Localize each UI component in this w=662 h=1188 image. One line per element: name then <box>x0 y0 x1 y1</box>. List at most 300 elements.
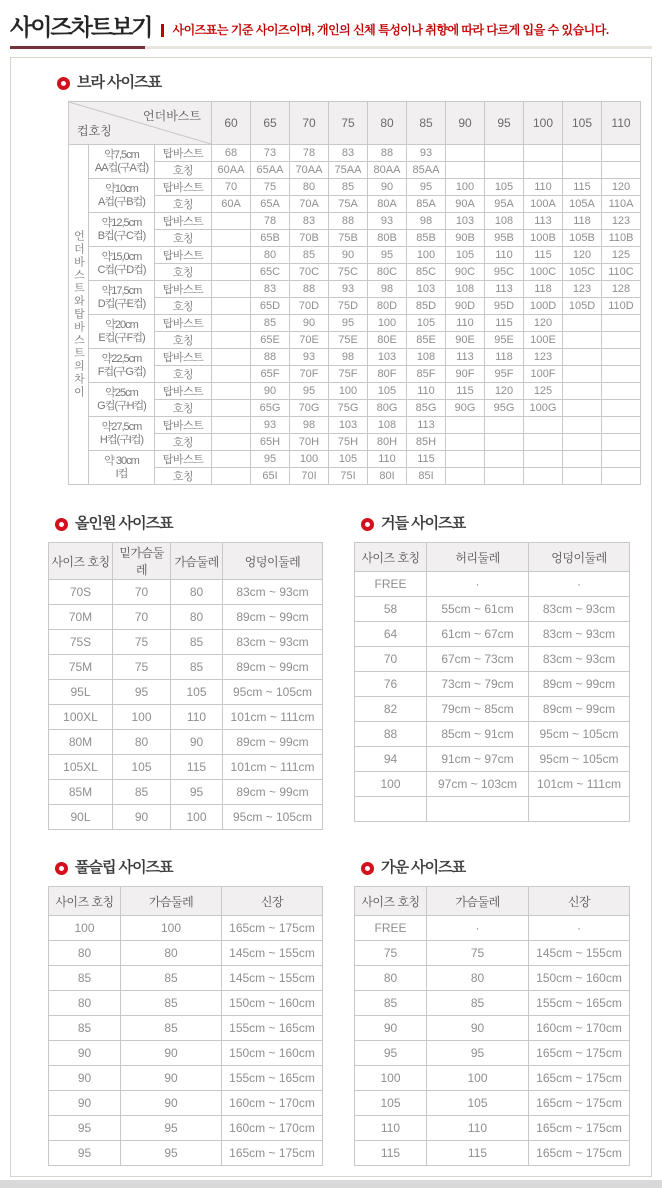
topbust-value: 110 <box>446 315 485 332</box>
size-name-value: 75I <box>329 468 368 485</box>
size-name-value: 105B <box>563 230 602 247</box>
table-row <box>49 916 323 941</box>
table-cell: 75S <box>49 630 113 655</box>
table-row <box>49 780 323 805</box>
size-name-value: 100A <box>524 196 563 213</box>
section-bullet-icon <box>361 862 374 875</box>
size-name-value: 95G <box>485 400 524 417</box>
table-cell: 155cm ~ 165cm <box>222 1016 323 1041</box>
table-cell: 95 <box>113 680 171 705</box>
topbust-value: 100 <box>329 383 368 400</box>
table-cell: 100 <box>121 916 222 941</box>
table-row <box>49 680 323 705</box>
table-cell: 85 <box>121 1016 222 1041</box>
table-cell: 83cm ~ 93cm <box>529 622 630 647</box>
topbust-value: 85 <box>251 315 290 332</box>
table-cell: 95 <box>49 1141 121 1166</box>
size-name-value: 85D <box>407 298 446 315</box>
section-bullet-icon <box>57 77 70 90</box>
bra-name-row <box>69 196 641 213</box>
cup-label: 약27,5cm H컵(구I컵) <box>89 417 155 451</box>
table-cell: 110 <box>427 1116 529 1141</box>
table-cell: 80 <box>355 966 427 991</box>
topbust-value <box>563 315 602 332</box>
table-cell: 90 <box>49 1041 121 1066</box>
size-name-value <box>602 468 641 485</box>
size-name-value: 85A <box>407 196 446 213</box>
size-name-value: 70A <box>290 196 329 213</box>
topbust-value: 80 <box>251 247 290 264</box>
size-name-value: 75A <box>329 196 368 213</box>
table-row <box>49 605 323 630</box>
size-name-value: 95B <box>485 230 524 247</box>
table-cell: 75 <box>113 630 171 655</box>
bra-section <box>11 74 651 485</box>
column-header: 허리둘레 <box>427 543 529 572</box>
table-cell: 67cm ~ 73cm <box>427 647 529 672</box>
size-name-value <box>212 434 251 451</box>
bra-topbust-row <box>69 213 641 230</box>
row-label-topbust: 탑바스트 <box>155 247 212 264</box>
cup-label: 약15,0cm C컵(구D컵) <box>89 247 155 281</box>
row-label-topbust: 탑바스트 <box>155 281 212 298</box>
size-name-value: 70I <box>290 468 329 485</box>
row-label-topbust: 탑바스트 <box>155 417 212 434</box>
column-header: 사이즈 호칭 <box>355 543 427 572</box>
row-label-topbust: 탑바스트 <box>155 179 212 196</box>
size-name-value: 80F <box>368 366 407 383</box>
bra-section-title <box>57 74 651 92</box>
bra-topbust-row <box>69 349 641 366</box>
size-name-value: 65I <box>251 468 290 485</box>
table-cell: 82 <box>355 697 427 722</box>
table-cell: 89cm ~ 99cm <box>223 655 323 680</box>
allinone-section-title <box>55 515 323 533</box>
row-label-name: 호칭 <box>155 434 212 451</box>
table-row <box>355 1041 630 1066</box>
size-name-value: 80AA <box>368 162 407 179</box>
bra-topbust-row <box>69 383 641 400</box>
size-name-value: 75H <box>329 434 368 451</box>
bra-side-label: 언더바스트와탑바스트의차이 <box>69 145 89 485</box>
section-title-label: 브라 사이즈표 <box>77 74 162 91</box>
table-row <box>355 747 630 772</box>
title-underline <box>10 46 652 49</box>
table-cell: 160cm ~ 170cm <box>529 1016 630 1041</box>
size-name-value <box>563 468 602 485</box>
size-name-value <box>212 230 251 247</box>
bottom-divider-bar <box>0 1180 662 1188</box>
table-cell: 85 <box>121 991 222 1016</box>
table-row <box>355 1016 630 1041</box>
size-name-value: 80B <box>368 230 407 247</box>
topbust-value: 118 <box>524 281 563 298</box>
page-header <box>0 0 662 46</box>
table-cell: 145cm ~ 155cm <box>222 941 323 966</box>
fullslip-section-title <box>55 859 323 877</box>
table-cell: 105 <box>171 680 223 705</box>
section-title-label: 거들 사이즈표 <box>381 515 466 532</box>
topbust-value: 98 <box>329 349 368 366</box>
table-cell: 165cm ~ 175cm <box>222 916 323 941</box>
table-cell: 145cm ~ 155cm <box>222 966 323 991</box>
table-cell: 105 <box>427 1091 529 1116</box>
table-cell: 145cm ~ 155cm <box>529 941 630 966</box>
cup-label: 약12,5cm B컵(구C컵) <box>89 213 155 247</box>
cup-label: 약22,5cm F컵(구G컵) <box>89 349 155 383</box>
topbust-value: 103 <box>368 349 407 366</box>
girdle-section <box>354 515 630 830</box>
table-cell: 85 <box>427 991 529 1016</box>
topbust-value <box>212 315 251 332</box>
size-name-value <box>563 400 602 417</box>
topbust-value <box>212 349 251 366</box>
topbust-value: 78 <box>251 213 290 230</box>
topbust-value <box>212 247 251 264</box>
underbust-size-header: 65 <box>251 102 290 145</box>
header-row <box>49 543 323 580</box>
topbust-value: 85 <box>290 247 329 264</box>
table-row <box>355 916 630 941</box>
table-cell: 90 <box>355 1016 427 1041</box>
topbust-value: 88 <box>368 145 407 162</box>
underbust-size-header: 100 <box>524 102 563 145</box>
table-cell: 95cm ~ 105cm <box>529 747 630 772</box>
table-cell: 88 <box>355 722 427 747</box>
topbust-value: 110 <box>368 451 407 468</box>
table-cell: 90 <box>49 1091 121 1116</box>
table-cell: · <box>529 916 630 941</box>
topbust-value <box>602 349 641 366</box>
tables-row-2 <box>48 859 630 1166</box>
table-row <box>355 722 630 747</box>
section-title-label: 풀슬립 사이즈표 <box>75 859 173 876</box>
size-name-value <box>212 468 251 485</box>
table-cell: 70M <box>49 605 113 630</box>
table-row <box>49 1091 323 1116</box>
topbust-value: 115 <box>407 451 446 468</box>
topbust-value: 108 <box>407 349 446 366</box>
table-cell: 94 <box>355 747 427 772</box>
size-name-value <box>485 468 524 485</box>
table-cell: 165cm ~ 175cm <box>529 1066 630 1091</box>
table-cell: 83cm ~ 93cm <box>529 647 630 672</box>
topbust-value: 85 <box>329 179 368 196</box>
size-name-value: 75G <box>329 400 368 417</box>
size-name-value: 90A <box>446 196 485 213</box>
underbust-size-header: 95 <box>485 102 524 145</box>
table-cell: 155cm ~ 165cm <box>222 1066 323 1091</box>
topbust-value: 115 <box>485 315 524 332</box>
size-name-value: 105A <box>563 196 602 213</box>
topbust-value: 83 <box>290 213 329 230</box>
table-cell: 80 <box>171 605 223 630</box>
table-cell: 97cm ~ 103cm <box>427 772 529 797</box>
table-cell: 101cm ~ 111cm <box>223 705 323 730</box>
table-row <box>355 1141 630 1166</box>
topbust-value <box>602 145 641 162</box>
size-name-value: 75E <box>329 332 368 349</box>
size-name-value: 100D <box>524 298 563 315</box>
table-cell: 70 <box>113 605 171 630</box>
table-cell: 95cm ~ 105cm <box>529 722 630 747</box>
row-label-name: 호칭 <box>155 400 212 417</box>
topbust-value: 113 <box>446 349 485 366</box>
section-bullet-icon <box>55 862 68 875</box>
table-cell: 91cm ~ 97cm <box>427 747 529 772</box>
table-cell: 89cm ~ 99cm <box>223 605 323 630</box>
table-cell: 89cm ~ 99cm <box>529 697 630 722</box>
size-name-value <box>602 400 641 417</box>
bra-name-row <box>69 298 641 315</box>
table-cell: · <box>427 916 529 941</box>
cup-label: 약25cm G컵(구H컵) <box>89 383 155 417</box>
gown-size-table <box>354 886 630 1166</box>
topbust-value: 103 <box>446 213 485 230</box>
topbust-value: 105 <box>329 451 368 468</box>
size-name-value: 85C <box>407 264 446 281</box>
table-row <box>355 1066 630 1091</box>
topbust-value: 93 <box>251 417 290 434</box>
table-cell: 105 <box>355 1091 427 1116</box>
table-cell: · <box>529 572 630 597</box>
size-name-value: 100E <box>524 332 563 349</box>
size-name-value: 95D <box>485 298 524 315</box>
size-name-value: 60AA <box>212 162 251 179</box>
table-cell: 165cm ~ 175cm <box>222 1141 323 1166</box>
table-cell: 115 <box>427 1141 529 1166</box>
table-cell: 73cm ~ 79cm <box>427 672 529 697</box>
size-name-value: 70B <box>290 230 329 247</box>
table-row <box>49 991 323 1016</box>
size-name-value: 65E <box>251 332 290 349</box>
size-name-value: 90B <box>446 230 485 247</box>
row-label-topbust: 탑바스트 <box>155 451 212 468</box>
bra-name-row <box>69 434 641 451</box>
size-name-value: 80D <box>368 298 407 315</box>
table-cell: 100 <box>355 1066 427 1091</box>
topbust-value: 98 <box>290 417 329 434</box>
table-cell: 95cm ~ 105cm <box>223 805 323 830</box>
table-row <box>49 755 323 780</box>
size-name-value: 85I <box>407 468 446 485</box>
column-header: 사이즈 호칭 <box>355 887 427 916</box>
size-name-value: 65H <box>251 434 290 451</box>
underbust-size-header: 105 <box>563 102 602 145</box>
table-cell: 95 <box>171 780 223 805</box>
column-header: 신장 <box>529 887 630 916</box>
topbust-value <box>602 451 641 468</box>
table-cell: 90 <box>121 1041 222 1066</box>
table-cell: 80 <box>113 730 171 755</box>
size-name-value: 65B <box>251 230 290 247</box>
size-name-value <box>446 162 485 179</box>
size-name-value <box>563 434 602 451</box>
topbust-value: 118 <box>563 213 602 230</box>
size-name-value: 60A <box>212 196 251 213</box>
row-label-name: 호칭 <box>155 196 212 213</box>
topbust-value: 110 <box>407 383 446 400</box>
bra-name-row <box>69 400 641 417</box>
topbust-value: 93 <box>407 145 446 162</box>
topbust-value <box>212 451 251 468</box>
underbust-size-header: 70 <box>290 102 329 145</box>
row-label-name: 호칭 <box>155 264 212 281</box>
table-cell: 61cm ~ 67cm <box>427 622 529 647</box>
size-name-value: 100F <box>524 366 563 383</box>
topbust-value: 120 <box>524 315 563 332</box>
section-title-label: 올인원 사이즈표 <box>75 515 173 532</box>
row-label-topbust: 탑바스트 <box>155 315 212 332</box>
topbust-value: 120 <box>563 247 602 264</box>
bra-name-row <box>69 366 641 383</box>
table-row <box>49 1041 323 1066</box>
table-cell: 165cm ~ 175cm <box>529 1116 630 1141</box>
table-row <box>49 1016 323 1041</box>
underbust-size-header: 75 <box>329 102 368 145</box>
topbust-value: 98 <box>407 213 446 230</box>
section-title-label: 가운 사이즈표 <box>381 859 466 876</box>
size-name-value <box>212 400 251 417</box>
topbust-value: 83 <box>329 145 368 162</box>
size-name-value <box>212 264 251 281</box>
size-name-value: 85AA <box>407 162 446 179</box>
table-cell: 110 <box>355 1116 427 1141</box>
size-name-value: 100C <box>524 264 563 281</box>
size-name-value <box>602 162 641 179</box>
size-name-value: 65D <box>251 298 290 315</box>
topbust-value <box>524 145 563 162</box>
table-cell: 95 <box>121 1116 222 1141</box>
topbust-value: 105 <box>368 383 407 400</box>
title-underline-dark-segment <box>10 46 145 49</box>
table-cell: 80M <box>49 730 113 755</box>
topbust-value: 108 <box>485 213 524 230</box>
bra-topbust-row <box>69 451 641 468</box>
size-name-value <box>563 332 602 349</box>
row-label-name: 호칭 <box>155 366 212 383</box>
table-row <box>355 572 630 597</box>
table-cell: 83cm ~ 93cm <box>223 580 323 605</box>
table-cell: 95 <box>355 1041 427 1066</box>
bra-topbust-row <box>69 315 641 332</box>
table-cell <box>427 797 529 822</box>
size-name-value: 95C <box>485 264 524 281</box>
table-row <box>49 630 323 655</box>
topbust-value: 115 <box>446 383 485 400</box>
size-name-value: 70F <box>290 366 329 383</box>
size-name-value: 110D <box>602 298 641 315</box>
topbust-value: 80 <box>290 179 329 196</box>
bra-corner-header <box>69 102 212 145</box>
topbust-value <box>602 315 641 332</box>
topbust-value: 95 <box>251 451 290 468</box>
fullslip-size-table <box>48 886 323 1166</box>
size-name-value: 110A <box>602 196 641 213</box>
table-cell: 90 <box>121 1066 222 1091</box>
topbust-value: 120 <box>485 383 524 400</box>
topbust-value: 108 <box>446 281 485 298</box>
size-name-value: 65C <box>251 264 290 281</box>
size-name-value: 85B <box>407 230 446 247</box>
table-row <box>49 655 323 680</box>
topbust-value: 93 <box>290 349 329 366</box>
table-cell: FREE <box>355 916 427 941</box>
topbust-value: 123 <box>602 213 641 230</box>
table-cell: 80 <box>49 991 121 1016</box>
size-name-value: 85H <box>407 434 446 451</box>
column-header: 엉덩이둘레 <box>223 543 323 580</box>
topbust-value: 83 <box>251 281 290 298</box>
topbust-value: 95 <box>329 315 368 332</box>
size-name-value <box>446 434 485 451</box>
table-cell: 150cm ~ 160cm <box>222 1041 323 1066</box>
bra-header-row <box>69 102 641 145</box>
topbust-value: 125 <box>524 383 563 400</box>
table-cell: 95L <box>49 680 113 705</box>
topbust-value <box>485 451 524 468</box>
table-cell: 55cm ~ 61cm <box>427 597 529 622</box>
table-cell: 70 <box>113 580 171 605</box>
table-cell: 80 <box>171 580 223 605</box>
table-cell: 105XL <box>49 755 113 780</box>
size-name-value: 100G <box>524 400 563 417</box>
table-cell: 100 <box>171 805 223 830</box>
size-name-value <box>212 332 251 349</box>
table-cell: 100 <box>427 1066 529 1091</box>
column-header: 가슴둘레 <box>427 887 529 916</box>
table-row <box>355 772 630 797</box>
table-cell: 165cm ~ 175cm <box>529 1141 630 1166</box>
topbust-value <box>446 417 485 434</box>
topbust-value: 103 <box>407 281 446 298</box>
table-row <box>49 580 323 605</box>
section-bullet-icon <box>361 518 374 531</box>
size-name-value: 85E <box>407 332 446 349</box>
table-cell: 101cm ~ 111cm <box>529 772 630 797</box>
table-cell: 100 <box>355 772 427 797</box>
header-row <box>49 887 323 916</box>
table-cell: 95 <box>427 1041 529 1066</box>
table-row <box>49 805 323 830</box>
underbust-size-header: 85 <box>407 102 446 145</box>
row-label-topbust: 탑바스트 <box>155 145 212 162</box>
table-row <box>49 705 323 730</box>
size-name-value: 70D <box>290 298 329 315</box>
table-cell: 90 <box>113 805 171 830</box>
size-name-value: 80C <box>368 264 407 281</box>
corner-label-cupname: 컵호칭 <box>77 124 112 138</box>
size-name-value: 90C <box>446 264 485 281</box>
size-name-value: 65A <box>251 196 290 213</box>
topbust-value <box>563 349 602 366</box>
topbust-value: 110 <box>485 247 524 264</box>
table-row <box>355 697 630 722</box>
table-cell: 100 <box>49 916 121 941</box>
column-header: 사이즈 호칭 <box>49 887 121 916</box>
topbust-value <box>524 417 563 434</box>
topbust-value: 90 <box>329 247 368 264</box>
topbust-value: 108 <box>368 417 407 434</box>
table-cell: 90 <box>49 1066 121 1091</box>
table-cell: 95 <box>121 1141 222 1166</box>
topbust-value: 88 <box>251 349 290 366</box>
table-row <box>355 991 630 1016</box>
table-cell <box>355 797 427 822</box>
size-name-value: 110B <box>602 230 641 247</box>
table-row <box>355 1116 630 1141</box>
topbust-value <box>563 383 602 400</box>
